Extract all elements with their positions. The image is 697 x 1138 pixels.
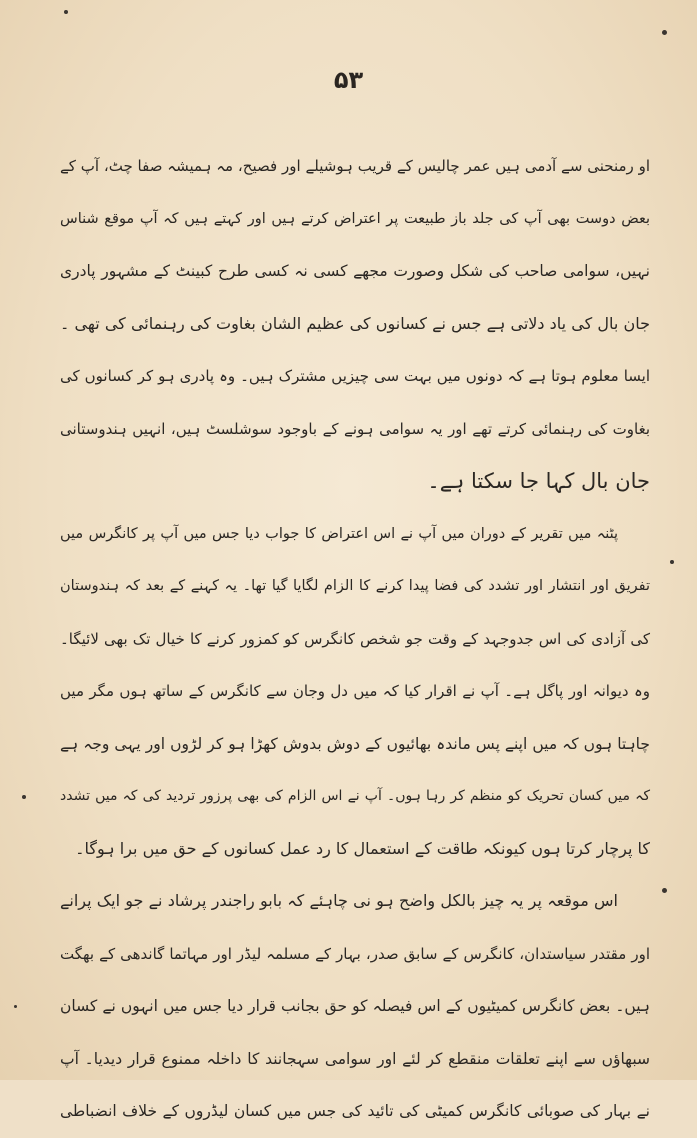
ink-speck	[14, 1005, 17, 1008]
ink-speck	[662, 30, 667, 35]
text-line: کہ میں کسان تحریک کو منظم کر رہا ہوں۔ آپ نے اس الزام کی بھی پرزور تردید کی کہ میں تشدد	[60, 788, 650, 804]
text-line: وہ دیوانہ اور پاگل ہے۔ آپ نے اقرار کیا کہ میں دل وجان سے کانگرس کے ساتھ ہوں مگر میں	[60, 682, 650, 700]
text-line: اس موقعہ پر یہ چیز بالکل واضح ہو نی چاہئے کہ بابو راجندر پرشاد نے جو ایک پرانے	[60, 891, 618, 910]
text-line: او رمنحنی سے آدمی ہیں عمر چالیس کے قریب ہوشیلے اور فصیح، مہ ہمیشہ صفا چٹ، آپ کے	[60, 157, 650, 175]
text-line: ایسا معلوم ہوتا ہے کہ دونوں میں بہت سی چیزیں مشترک ہیں۔ وہ پادری ہو کر کسانوں کی	[60, 367, 650, 385]
text-line: جان بال کہا جا سکتا ہے۔	[427, 469, 650, 493]
text-line: نہیں، سوامی صاحب کی شکل وصورت مجھے کسی نہ کسی طرح کبینٹ کے مشہور پادری	[60, 262, 650, 280]
ink-speck	[662, 888, 667, 893]
text-line: کی آزادی کی اس جدوجہد کے وقت جو شخص کانگرس کو کمزور کرنے کا خیال تک بھی لائیگا۔	[60, 629, 650, 648]
text-line: بعض دوست بھی آپ کی جلد باز طبیعت پر اعتراض کرتے ہیں اور کہتے ہیں کہ آپ موقع شناس	[60, 210, 650, 227]
text-line: اور مقتدر سیاستدان، کانگرس کے سابق صدر، بہار کے مسلمہ لیڈر اور مہاتما گاندھی کے بھگت	[60, 944, 650, 963]
text-line: سبھاؤں سے اپنے تعلقات منقطع کر لئے اور سوامی سہجانند کا داخلہ ممنوع قرار دیدیا۔ آپ	[60, 1049, 650, 1068]
ink-speck	[670, 560, 674, 564]
text-line: پٹنہ میں تقریر کے دوران میں آپ نے اس اعتراض کا جواب دیا جس میں آپ پر کانگرس میں	[60, 525, 618, 542]
text-line: بغاوت کی رہنمائی کرتے تھے اور یہ سوامی ہونے کے باوجود سوشلسٹ ہیں، انہیں ہندوستانی	[60, 419, 650, 438]
text-line: تفریق اور انتشار اور تشدد کی فضا پیدا کرنے کا الزام لگایا گیا تھا۔ یہ کہنے کے بعد کہ ہندوستان	[60, 578, 650, 594]
text-line: ہیں۔ بعض کانگرس کمیٹیوں کے اس فیصلہ کو حق بجانب قرار دیا جس میں انہوں نے کسان	[60, 997, 650, 1015]
page-number: ۵۳	[333, 66, 364, 94]
text-line: چاہتا ہوں کہ میں اپنے پس ماندہ بھائیوں کے دوش بدوش کھڑا ہو کر لڑوں اور یہی وجہ ہے	[60, 734, 650, 753]
text-line: جان بال کی یاد دلاتی ہے جس نے کسانوں کی عظیم الشان بغاوت کی رہنمائی کی تھی ۔	[60, 313, 650, 333]
ink-speck	[64, 10, 68, 14]
text-line: کا پرچار کرتا ہوں کیونکہ طاقت کے استعمال کا رد عمل کسانوں کے حق میں برا ہوگا۔	[75, 838, 650, 858]
body-text	[60, 140, 650, 1138]
ink-speck	[22, 795, 26, 799]
text-line: نے بہار کی صوبائی کانگرس کمیٹی کی تائید کی جس میں کسان لیڈروں کے خلاف انضباطی	[60, 1102, 650, 1120]
